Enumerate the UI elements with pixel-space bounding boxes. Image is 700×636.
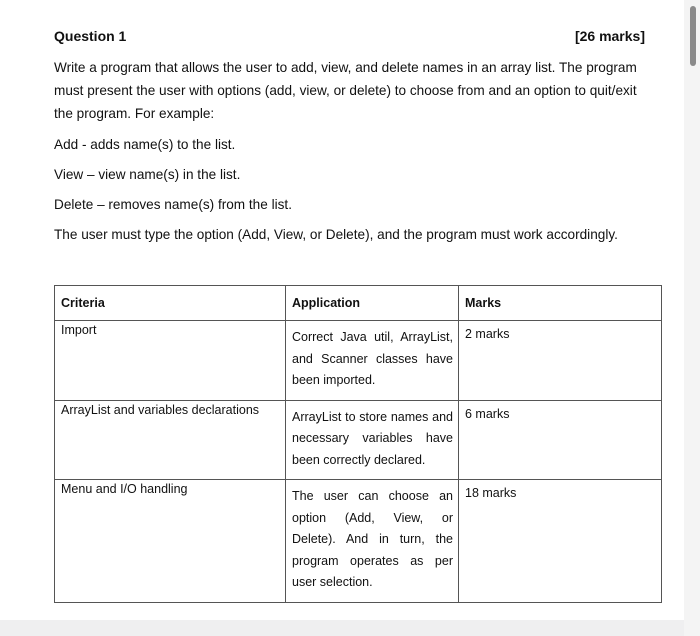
header-criteria: Criteria <box>55 286 286 321</box>
marking-rubric-table <box>54 285 662 603</box>
criteria-cell: Menu and I/O handling <box>55 480 286 603</box>
question-intro: Write a program that allows the user to add, view, and delete names in an array list. The program must present the user with options (add, view, or delete) to choose from and an option to quit/exit the program. For example: <box>54 60 637 121</box>
question-marks: [26 marks] <box>574 28 645 44</box>
table-row <box>55 400 662 480</box>
criteria-cell: Import <box>55 321 286 401</box>
application-cell: ArrayList to store names and necessary variables have been correctly declared. <box>286 400 459 480</box>
header-application: Application <box>286 286 459 321</box>
scrollbar-thumb[interactable] <box>690 6 696 66</box>
question-header <box>54 28 645 48</box>
application-cell: Correct Java util, ArrayList, and Scanner classes have been imported. <box>286 321 459 401</box>
table-row <box>55 480 662 603</box>
marks-cell: 18 marks <box>459 480 662 603</box>
marks-cell: 6 marks <box>459 400 662 480</box>
option-add-description: Add - adds name(s) to the list. <box>54 137 236 152</box>
table-row <box>55 321 662 401</box>
question-title: Question 1 <box>54 28 127 44</box>
marks-cell: 2 marks <box>459 321 662 401</box>
option-view-description: View – view name(s) in the list. <box>54 167 241 182</box>
option-delete-description: Delete – removes name(s) from the list. <box>54 197 292 212</box>
vertical-scrollbar[interactable] <box>684 0 700 636</box>
application-cell: The user can choose an option (Add, View, or Delete). And in turn, the program operates as per user selection. <box>286 480 459 603</box>
header-marks: Marks <box>459 286 662 321</box>
user-instruction: The user must type the option (Add, View, or Delete), and the program must work accordingly. <box>54 227 618 242</box>
criteria-cell: ArrayList and variables declarations <box>55 400 286 480</box>
table-header-row <box>55 286 662 321</box>
